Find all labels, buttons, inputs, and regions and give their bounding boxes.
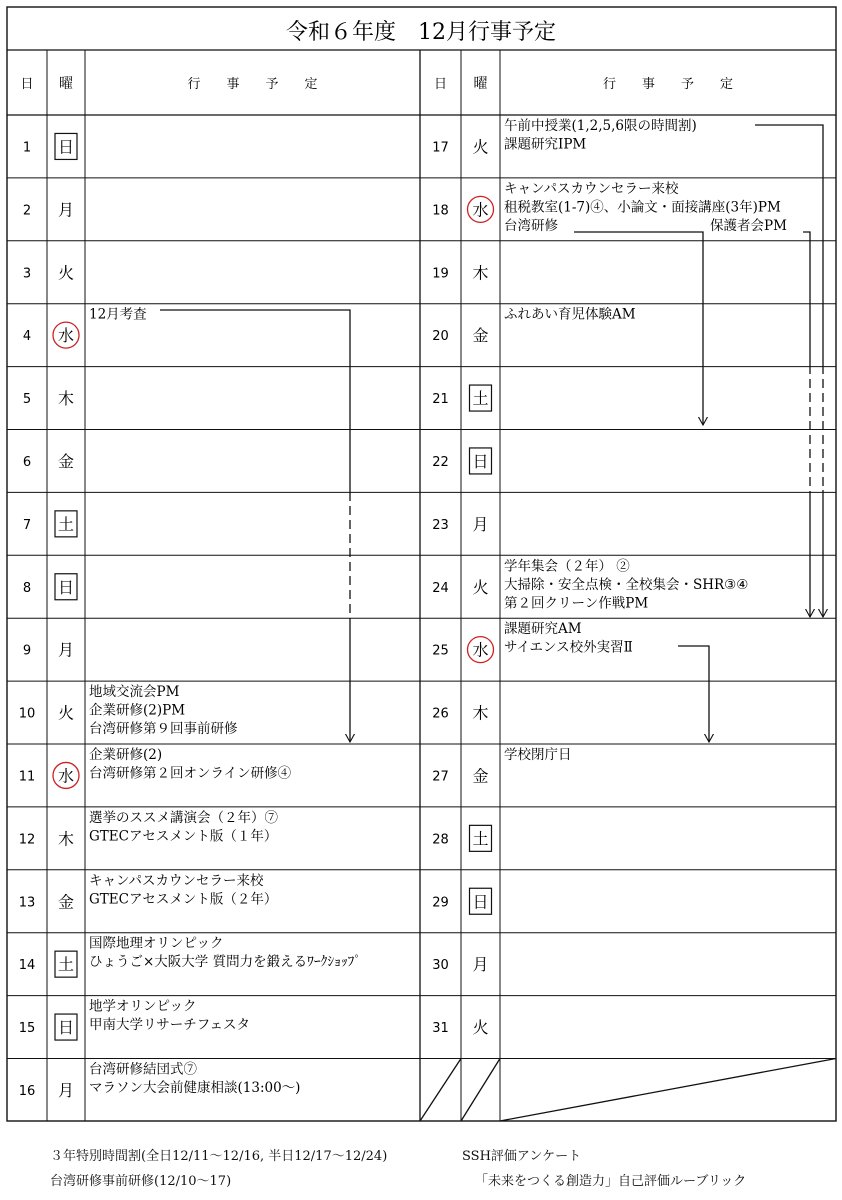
weekday: 金 xyxy=(57,892,75,912)
event-text: GTECアセスメント版（２年） xyxy=(89,891,278,908)
day-number: 5 xyxy=(22,392,32,408)
day-row-25 xyxy=(432,620,633,662)
day-row-22 xyxy=(432,448,491,474)
event-text: 台湾研修第９回事前研修 xyxy=(89,721,238,738)
day-number: 28 xyxy=(432,832,449,848)
day-number: 31 xyxy=(432,1021,449,1037)
day-row-30 xyxy=(432,955,488,974)
day-row-3 xyxy=(23,263,74,282)
day-row-26 xyxy=(432,704,488,723)
day-number: 22 xyxy=(432,454,449,470)
empty-slash xyxy=(461,1059,500,1122)
day-number: 19 xyxy=(432,266,449,282)
weekday: 土 xyxy=(472,389,489,409)
event-text: 台湾研修第２回オンライン研修④ xyxy=(89,765,292,782)
day-row-9 xyxy=(23,641,74,660)
day-row-24 xyxy=(432,557,748,611)
event-text: 台湾研修結団式⑦ xyxy=(89,1061,197,1078)
empty-slash xyxy=(420,1059,461,1122)
header-weekday-R: 曜 xyxy=(473,76,488,92)
weekday: 月 xyxy=(472,514,489,534)
weekday: 水 xyxy=(472,200,489,220)
day-row-28 xyxy=(432,825,491,851)
event-text: 12月考査 xyxy=(89,306,147,323)
day-number: 7 xyxy=(22,517,32,533)
event-text: ふれあい育児体験AM xyxy=(504,306,636,323)
day-row-21 xyxy=(432,385,491,411)
event-text: 大掃除・安全点検・全校集会・SHR③④ xyxy=(504,576,749,593)
day-row-5 xyxy=(23,389,74,408)
footer-special-schedule: ３年特別時間割(全日12/11～12/16, 半日12/17～12/24) xyxy=(50,1149,388,1164)
event-text: 企業研修(2)PM xyxy=(89,702,186,719)
day-number: 20 xyxy=(432,329,449,345)
day-row-31 xyxy=(432,1018,488,1037)
day-row-19 xyxy=(432,263,488,282)
day-row-2 xyxy=(23,200,74,219)
day-number: 3 xyxy=(22,266,32,282)
weekday: 火 xyxy=(57,263,75,283)
event-text: キャンパスカウンセラー来校 xyxy=(89,872,264,889)
day-row-17 xyxy=(432,117,697,156)
day-row-6 xyxy=(23,452,74,471)
day-number: 21 xyxy=(432,392,449,408)
event-text: 租税教室(1-7)④、小論文・面接講座(3年)PM xyxy=(504,199,781,216)
day-row-14 xyxy=(19,935,361,977)
day-row-13 xyxy=(19,872,278,911)
day-number: 1 xyxy=(22,140,32,156)
event-text: 地域交流会PM xyxy=(89,684,180,701)
weekday: 木 xyxy=(472,263,489,283)
event-text: 学年集会（２年） ② xyxy=(504,558,630,575)
weekday: 土 xyxy=(57,955,75,975)
day-row-18 xyxy=(432,180,787,234)
day-number: 6 xyxy=(22,454,32,470)
event-text: キャンパスカウンセラー来校 xyxy=(504,180,679,197)
event-text: 午前中授業(1,2,5,6限の時間割) xyxy=(504,118,697,134)
day-row-16 xyxy=(19,1061,301,1100)
weekday: 金 xyxy=(472,766,489,786)
event-text: 課題研究ⅠPM xyxy=(504,136,587,153)
weekday: 月 xyxy=(57,1080,75,1100)
weekday: 火 xyxy=(472,137,489,157)
day-number: 12 xyxy=(18,832,36,848)
day-number: 15 xyxy=(18,1021,36,1037)
weekday: 木 xyxy=(472,703,489,723)
day-number: 16 xyxy=(18,1083,36,1099)
day-row-15 xyxy=(19,998,250,1040)
header-day-R: 日 xyxy=(433,77,448,92)
header-events-L: 行 事 予 定 xyxy=(187,77,318,92)
event-text: 選挙のススメ講演会（２年）⑦ xyxy=(89,809,278,826)
day-number: 11 xyxy=(18,769,36,785)
day-number: 23 xyxy=(432,517,449,533)
day-number: 13 xyxy=(18,895,36,911)
event-text: 企業研修(2) xyxy=(89,747,163,763)
day-number: 27 xyxy=(432,769,449,785)
day-number: 25 xyxy=(432,643,449,659)
event-text: GTECアセスメント版（１年） xyxy=(89,828,278,845)
taiwan-training-arrow xyxy=(574,232,703,425)
event-text: 国際地理オリンピック xyxy=(89,935,224,952)
day-row-20 xyxy=(432,306,636,345)
weekday: 金 xyxy=(57,451,75,471)
empty-slash xyxy=(500,1059,836,1122)
day-row-11 xyxy=(19,746,291,788)
weekday: 月 xyxy=(57,640,75,660)
header-day-L: 日 xyxy=(20,77,34,92)
footer-ssh-survey: SSH評価アンケート xyxy=(462,1149,582,1164)
event-text: ひょうご×大阪大学 質問力を鍛えるﾜｰｸｼｮｯﾌﾟ xyxy=(89,954,362,971)
day-number: 2 xyxy=(22,203,32,219)
weekday: 金 xyxy=(472,326,489,346)
weekday: 日 xyxy=(472,451,489,471)
weekday: 火 xyxy=(472,577,489,597)
weekday: 月 xyxy=(472,955,489,975)
weekday: 日 xyxy=(57,137,75,157)
day-number: 29 xyxy=(432,895,449,911)
day-number: 9 xyxy=(22,643,32,659)
special-schedule-line xyxy=(755,125,823,365)
day-number: 18 xyxy=(432,203,449,219)
day-row-7 xyxy=(23,511,77,537)
weekday: 木 xyxy=(57,389,75,409)
day-number: 24 xyxy=(432,580,449,596)
weekday: 日 xyxy=(472,892,489,912)
day-number: 26 xyxy=(432,706,449,722)
page-title: 令和６年度 12月行事予定 xyxy=(286,20,556,45)
event-text: 第２回クリーン作戦PM xyxy=(504,595,649,612)
weekday: 日 xyxy=(57,577,75,597)
footer-rubric: 「未来をつくる創造力」自己評価ルーブリック xyxy=(475,1174,747,1189)
event-text: マラソン大会前健康相談(13:00～) xyxy=(89,1080,301,1096)
weekday: 月 xyxy=(57,200,75,220)
footer-taiwan-pretraining: 台湾研修事前研修(12/10～17) xyxy=(50,1174,232,1189)
day-number: 14 xyxy=(18,958,36,974)
event-text: 甲南大学リサーチフェスタ xyxy=(89,1017,251,1034)
weekday: 水 xyxy=(57,326,75,346)
weekday: 日 xyxy=(57,1018,75,1038)
day-number: 4 xyxy=(22,329,32,345)
event-text: 学校閉庁日 xyxy=(504,747,572,763)
weekday: 土 xyxy=(472,829,489,849)
weekday: 土 xyxy=(57,514,75,534)
day-row-12 xyxy=(19,809,278,848)
event-text: 地学オリンピック xyxy=(89,998,197,1015)
exam-period-line xyxy=(160,310,350,492)
day-number: 30 xyxy=(432,958,449,974)
day-number: 17 xyxy=(432,140,449,156)
day-row-27 xyxy=(432,746,571,785)
header-weekday-L: 曜 xyxy=(59,76,73,92)
parents-meeting-line xyxy=(803,232,810,365)
weekday: 火 xyxy=(57,703,75,723)
event-text: サイエンス校外実習Ⅱ xyxy=(504,639,633,656)
weekday: 水 xyxy=(57,766,75,786)
day-row-1 xyxy=(23,133,77,159)
weekday: 水 xyxy=(472,640,489,660)
day-row-10 xyxy=(19,683,238,737)
weekday: 火 xyxy=(472,1018,489,1038)
day-row-29 xyxy=(432,888,491,914)
event-text: 課題研究AM xyxy=(504,621,582,638)
science-trip-arrow xyxy=(678,646,709,742)
day-number: 10 xyxy=(18,706,36,722)
weekday: 木 xyxy=(57,829,75,849)
header-events-R: 行 事 予 定 xyxy=(602,77,734,92)
day-row-23 xyxy=(432,515,488,534)
day-number: 8 xyxy=(22,580,32,596)
day-row-8 xyxy=(23,574,77,600)
event-text-extra: 保護者会PM xyxy=(710,217,787,234)
event-text: 台湾研修 xyxy=(504,217,558,234)
